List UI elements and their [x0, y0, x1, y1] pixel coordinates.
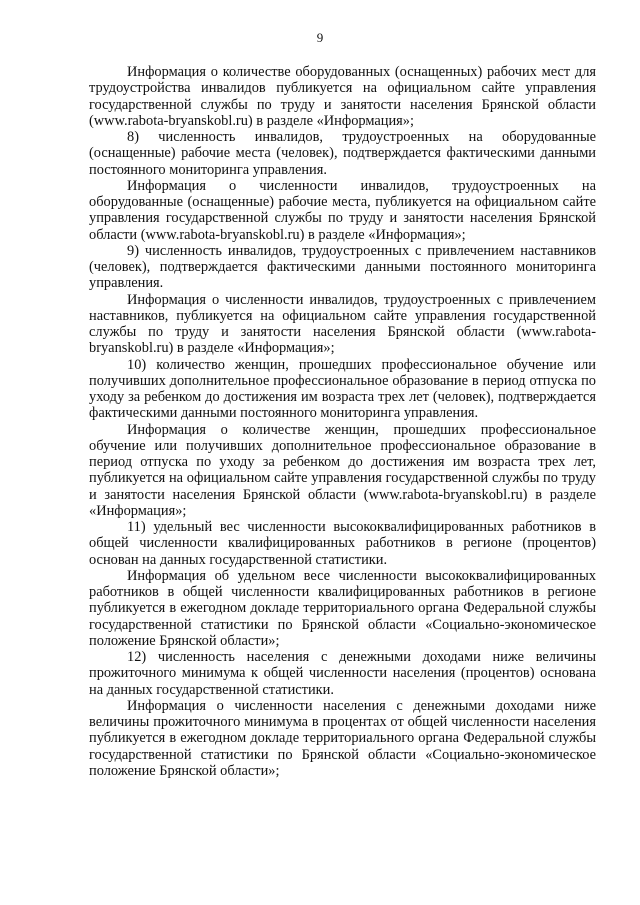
paragraph-item-12: 12) численность населения с денежными доходами ниже величины прожиточного минимума к общей численности населения (процентов) основана на данных государственной статистики. [89, 649, 596, 698]
paragraph-item-10-info: Информация о количестве женщин, прошедших профессиональное обучение или получивших дополнительное профессиональное образование в период отпуска по уходу за ребенком до достижения им возраста трех лет, публикуется на официальном сайте управления государственной службы по труду и занятости населения Брянской области (www.rabota-bryanskobl.ru) в разделе «Информация»; [89, 421, 596, 519]
page-number: 9 [316, 30, 324, 45]
paragraph-item-11: 11) удельный вес численности высококвалифицированных работников в общей численности квалифицированных работников в регионе (процентов) основан на данных государственной статистики. [89, 519, 596, 568]
paragraph-item-9-info: Информация о численности инвалидов, трудоустроенных с привлечением наставников, публикуется на официальном сайте управления государственной службы по труду и занятости населения Брянской области (www.rabota-bryanskobl.ru) в разделе «Информация»; [89, 291, 596, 357]
paragraph-workplaces-info: Информация о количестве оборудованных (оснащенных) рабочих мест для трудоустройства инвалидов публикуется на официальном сайте управления государственной службы по труду и занятости населения Брянской области (www.rabota-bryanskobl.ru) в разделе «Информация»; [89, 64, 596, 129]
paragraph-item-8-info: Информация о численности инвалидов, трудоустроенных на оборудованные (оснащенные) рабочие места, публикуется на официальном сайте управления государственной службы по труду и занятости населения Брянской области (www.rabota-bryanskobl.ru) в разделе «Информация»; [89, 177, 596, 243]
paragraph-item-11-info: Информация об удельном весе численности высококвалифицированных работников в общей численности квалифицированных работников в регионе публикуется в ежегодном докладе территориального органа Федеральной службы государственной статистики по Брянской области «Социально-экономическое положение Брянской области»; [89, 567, 596, 649]
paragraph-item-8: 8) численность инвалидов, трудоустроенных на оборудованные (оснащенные) рабочие места (человек), подтверждается фактическими данными постоянного мониторинга управления. [89, 129, 596, 178]
paragraph-item-12-info: Информация о численности населения с денежными доходами ниже величины прожиточного минимума в процентах от общей численности населения публикуется в ежегодном докладе территориального органа Федеральной службы государственной статистики по Брянской области «Социально-экономическое положение Брянской области»; [89, 697, 596, 779]
document-body [89, 64, 596, 779]
paragraph-item-10: 10) количество женщин, прошедших профессиональное обучение или получивших дополнительное профессиональное образование в период отпуска по уходу за ребенком до достижения им возраста трех лет (человек), подтверждается фактическими данными постоянного мониторинга управления. [89, 356, 596, 422]
paragraph-item-9: 9) численность инвалидов, трудоустроенных с привлечением наставников (человек), подтверждается фактическими данными постоянного мониторинга управления. [89, 242, 596, 292]
